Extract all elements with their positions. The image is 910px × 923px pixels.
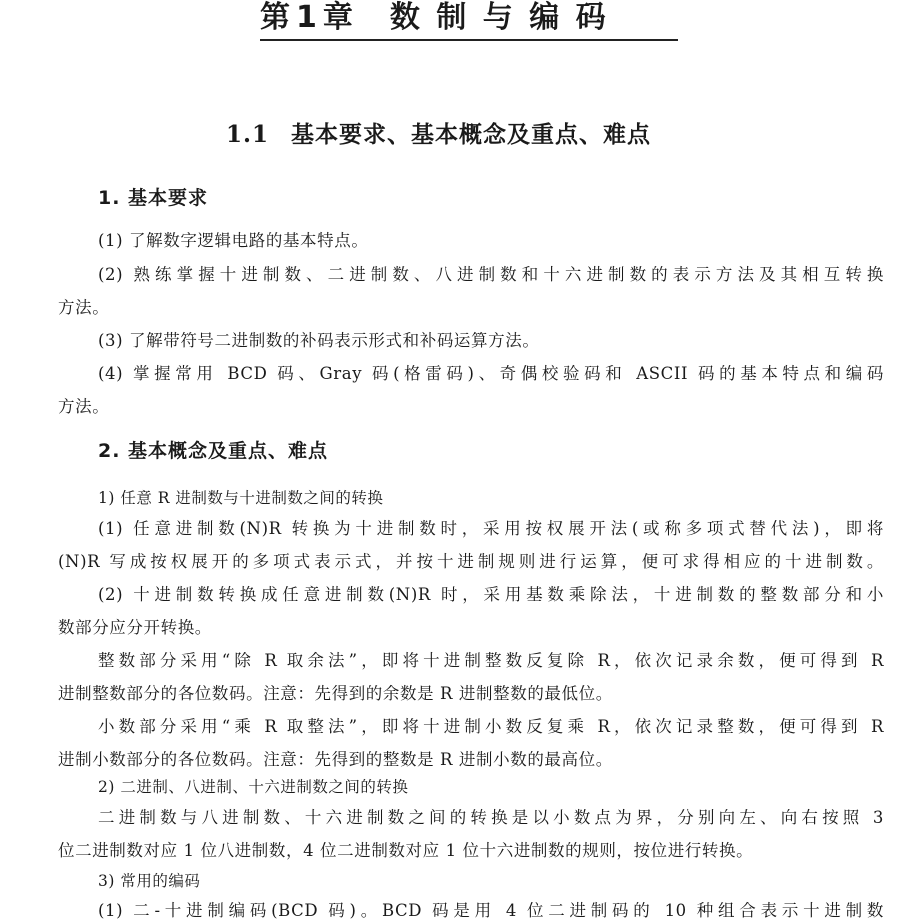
paragraph-line: 方法。 (58, 298, 110, 317)
paragraph-line: 进制小数部分的各位数码。注意：先得到的整数是 R 进制小数的最高位。 (58, 750, 613, 769)
paragraph-line: (4) 掌握常用 BCD 码、Gray 码(格雷码)、奇偶校验码和 ASCII 码的基本特点和编码 (98, 364, 884, 383)
heading-concepts: 2. 基本概念及重点、难点 (98, 440, 329, 462)
chapter-title (260, 0, 678, 41)
paragraph-line: (2) 十进制数转换成任意进制数(N)R 时，采用基数乘除法，十进制数的整数部分和小 (98, 585, 884, 604)
subheading: 1) 任意 R 进制数与十进制数之间的转换 (98, 489, 384, 507)
paragraph-line: (1) 二-十进制编码(BCD 码)。BCD 码是用 4 位二进制码的 10 种组合表示十进制数 (98, 901, 884, 920)
subheading: 2) 二进制、八进制、十六进制数之间的转换 (98, 778, 409, 796)
paragraph-line: 进制整数部分的各位数码。注意：先得到的余数是 R 进制整数的最低位。 (58, 684, 613, 703)
paragraph-line: 位二进制数对应 1 位八进制数，4 位二进制数对应 1 位十六进制数的规则，按位进行转换。 (58, 841, 754, 860)
chapter-prefix: 第 (260, 0, 293, 35)
chapter-suffix: 章 (322, 0, 356, 35)
paragraph-line: (1) 了解数字逻辑电路的基本特点。 (98, 231, 369, 250)
chapter-number: 1 (296, 0, 320, 35)
paragraph-line: (N)R 写成按权展开的多项式表示式，并按十进制规则进行运算，便可求得相应的十进制数。 (58, 552, 884, 571)
paragraph-line: (2) 熟练掌握十进制数、二进制数、八进制数和十六进制数的表示方法及其相互转换 (98, 265, 884, 284)
section-text: 基本要求、基本概念及重点、难点 (291, 122, 652, 148)
chapter-name: 数 制 与 编 码 (389, 0, 609, 35)
paragraph-line: 小数部分采用“乘 R 取整法”，即将十进制小数反复乘 R，依次记录整数，便可得到 R (98, 717, 884, 736)
paragraph-line: (1) 任意进制数(N)R 转换为十进制数时，采用按权展开法(或称多项式替代法)，即将 (98, 519, 884, 538)
paragraph-line: 整数部分采用“除 R 取余法”，即将十进制整数反复除 R，依次记录余数，便可得到 R (98, 651, 884, 670)
paragraph-line: 方法。 (58, 397, 110, 416)
subheading: 3) 常用的编码 (98, 872, 201, 890)
section-number: 1.1 (226, 121, 270, 148)
paragraph-line: (3) 了解带符号二进制数的补码表示形式和补码运算方法。 (98, 331, 540, 350)
paragraph-line: 二进制数与八进制数、十六进制数之间的转换是以小数点为界，分别向左、向右按照 3 (98, 808, 884, 827)
section-title (226, 116, 651, 149)
paragraph-line: 数部分应分开转换。 (58, 618, 212, 637)
heading-basic-requirements: 1. 基本要求 (98, 187, 209, 209)
